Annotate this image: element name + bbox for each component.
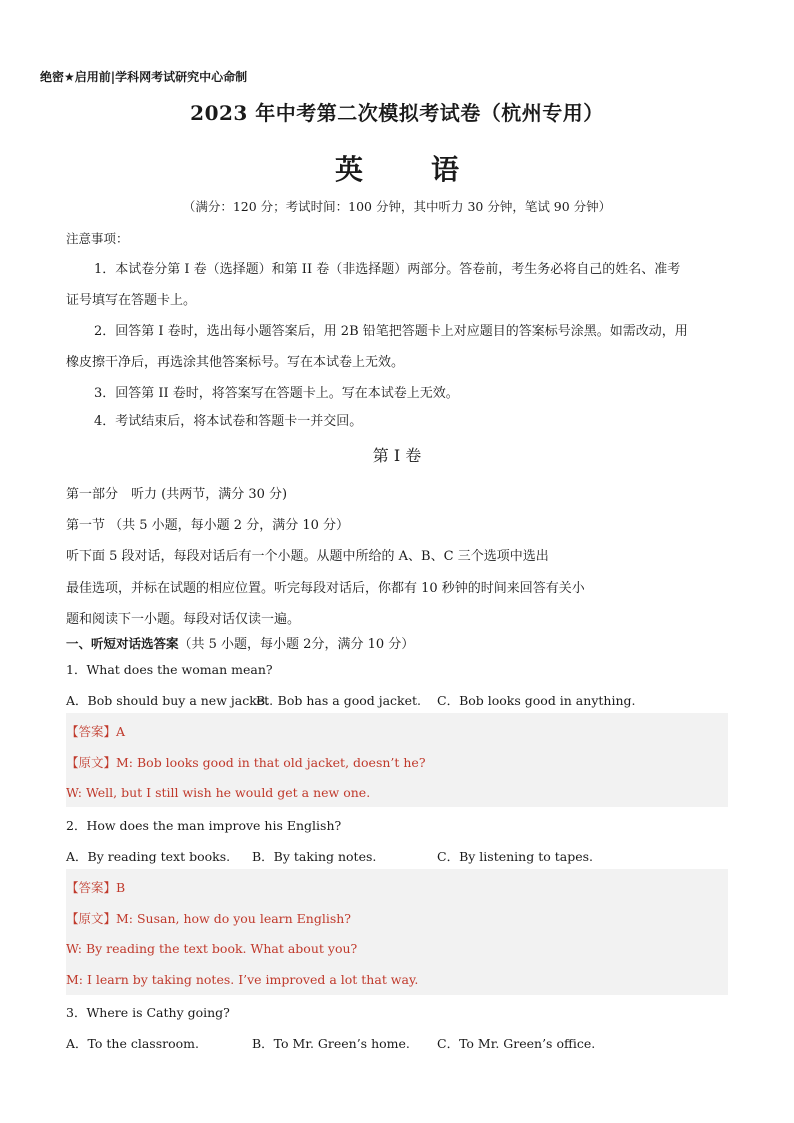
option-c: C．Bob looks good in anything. bbox=[437, 693, 636, 708]
part-title: 第一部分 听力 (共两节，满分 30 分) bbox=[66, 487, 288, 502]
instruction-line: 听下面 5 段对话，每段对话后有一个小题。从题中所给的 A、B、C 三个选项中选出 bbox=[66, 549, 549, 564]
notice-item: 1．本试卷分第 I 卷（选择题）和第 II 卷（非选择题）两部分。答卷前，考生务必将自己的姓名、准考 bbox=[94, 262, 681, 277]
notice-item: 3．回答第 II 卷时，将答案写在答题卡上。写在本试卷上无效。 bbox=[94, 386, 459, 401]
subsection-title bbox=[66, 633, 414, 652]
confidential-header: 绝密★启用前|学科网考试研究中心命制 bbox=[40, 70, 248, 84]
transcript-line: 【原文】M: Bob looks good in that old jacket, doesn’t he? bbox=[66, 755, 426, 770]
notice-item: 橡皮擦干净后，再选涂其他答案标号。写在本试卷上无效。 bbox=[66, 355, 405, 370]
notice-heading: 注意事项： bbox=[66, 231, 129, 246]
question-stem: 3．Where is Cathy going? bbox=[66, 1005, 230, 1020]
subsection-title-bold: 一、听短对话选答案 bbox=[66, 636, 179, 651]
exam-title: 2023 年中考第二次模拟考试卷（杭州专用） bbox=[190, 101, 604, 125]
question-stem: 2．How does the man improve his English? bbox=[66, 818, 342, 833]
notice-item: 证号填写在答题卡上。 bbox=[66, 293, 197, 308]
option-b: B．Bob has a good jacket. bbox=[256, 693, 422, 708]
question-stem: 1．What does the woman mean? bbox=[66, 662, 273, 677]
transcript-line: W: Well, but I still wish he would get a new one. bbox=[66, 785, 371, 800]
answer-key: 【答案】A bbox=[66, 724, 126, 739]
transcript-line: 【原文】M: Susan, how do you learn English? bbox=[66, 911, 352, 926]
option-a: A．By reading text books. bbox=[66, 849, 231, 864]
option-b: B．By taking notes. bbox=[252, 849, 377, 864]
option-c: C．To Mr. Green’s office. bbox=[437, 1036, 596, 1051]
transcript-line: M: I learn by taking notes. I’ve improved a lot that way. bbox=[66, 972, 419, 987]
subject-title: 英 语 bbox=[334, 153, 479, 186]
option-c: C．By listening to tapes. bbox=[437, 849, 593, 864]
option-a: A．Bob should buy a new jacket. bbox=[66, 693, 274, 708]
answer-box bbox=[66, 869, 728, 995]
option-b: B．To Mr. Green’s home. bbox=[252, 1036, 410, 1051]
transcript-line: W: By reading the text book. What about you? bbox=[66, 941, 358, 956]
option-a: A．To the classroom. bbox=[66, 1036, 199, 1051]
answer-box bbox=[66, 713, 728, 807]
answer-key: 【答案】B bbox=[66, 880, 126, 895]
instruction-line: 最佳选项，并标在试题的相应位置。听完每段对话后，你都有 10 秒钟的时间来回答有关小 bbox=[66, 581, 585, 596]
section-title: 第一节 （共 5 小题，每小题 2 分，满分 10 分） bbox=[66, 518, 350, 533]
notice-item: 2．回答第 I 卷时，选出每小题答案后，用 2B 铅笔把答题卡上对应题目的答案标号涂黑。如需改动，用 bbox=[94, 324, 688, 339]
volume-title: 第 I 卷 bbox=[372, 446, 422, 465]
notice-item: 4．考试结束后，将本试卷和答题卡一并交回。 bbox=[94, 414, 363, 429]
subsection-title-rest: （共 5 小题，每小题 2分，满分 10 分） bbox=[178, 637, 415, 652]
exam-meta: （满分：120 分；考试时间：100 分钟，其中听力 30 分钟，笔试 90 分钟） bbox=[182, 199, 612, 214]
instruction-line: 题和阅读下一小题。每段对话仅读一遍。 bbox=[66, 612, 301, 627]
